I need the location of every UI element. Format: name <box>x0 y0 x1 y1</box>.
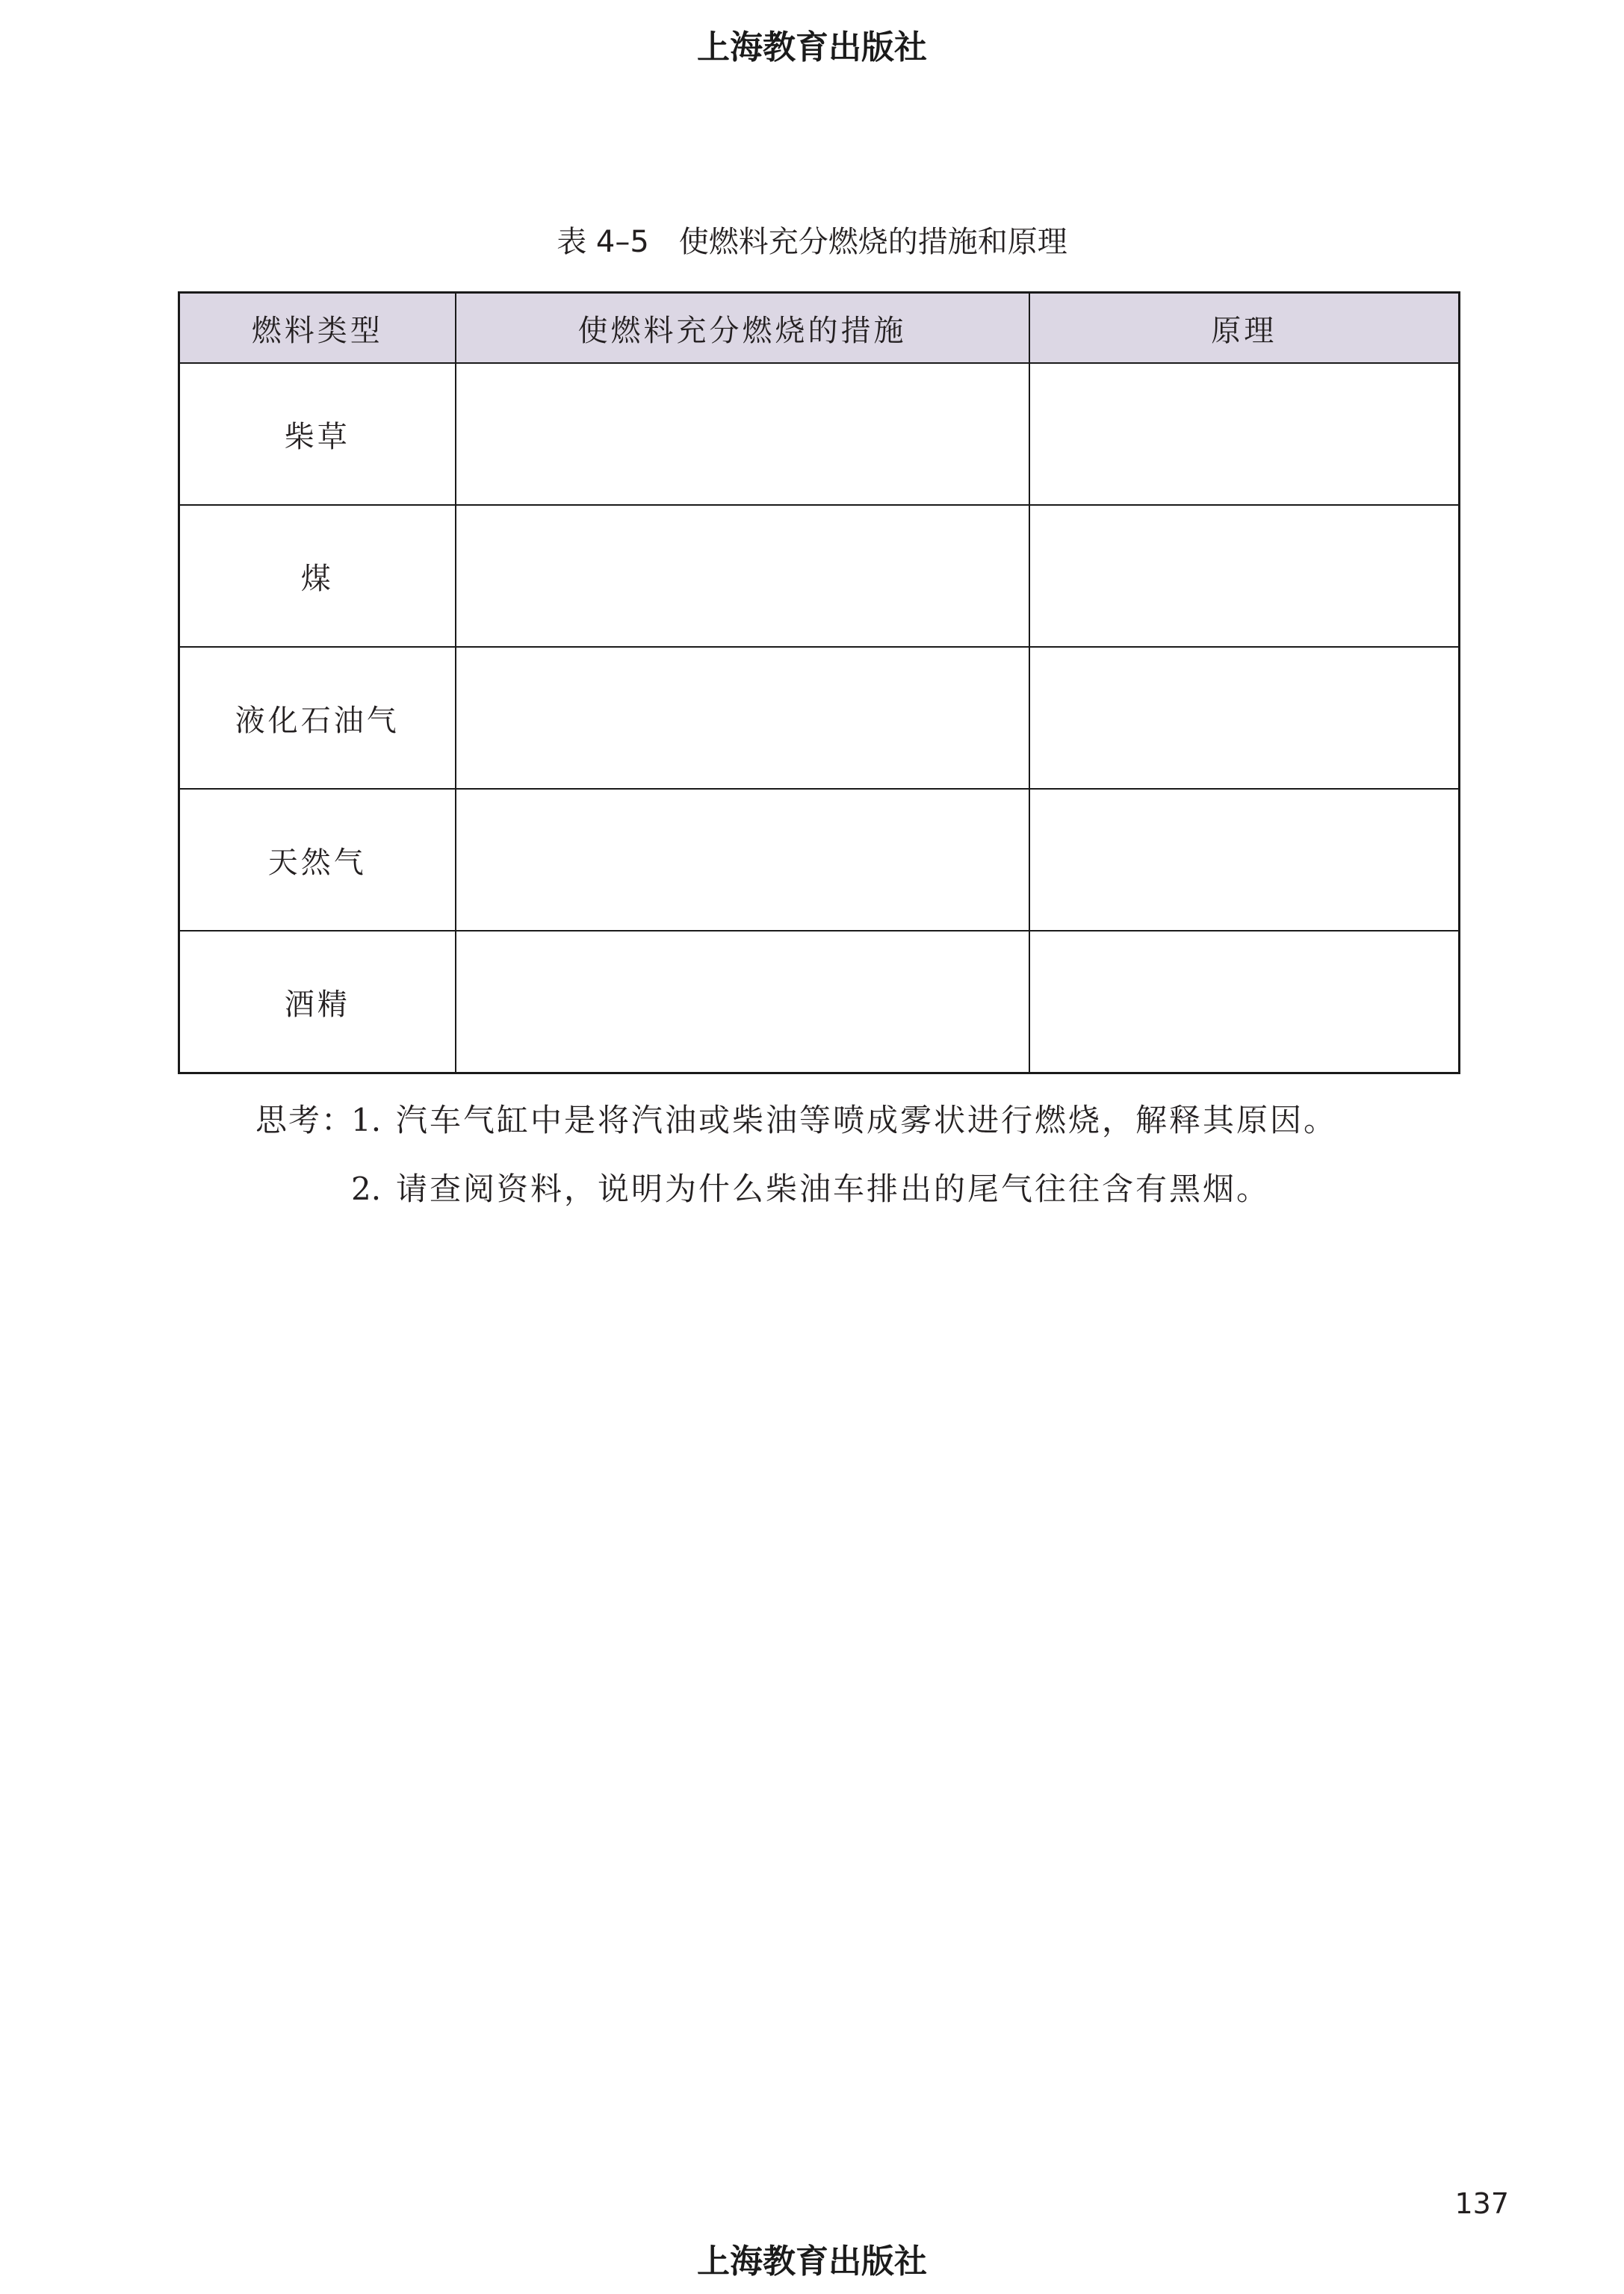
measure-cell <box>456 647 1029 789</box>
column-header-measure: 使燃料充分燃烧的措施 <box>456 293 1029 364</box>
question-text: 汽车气缸中是将汽油或柴油等喷成雾状进行燃烧，解释其原因。 <box>396 1102 1338 1138</box>
table-caption: 表 4–5 使燃料充分燃烧的措施和原理 <box>557 225 1067 259</box>
page-number: 137 <box>1454 2187 1509 2220</box>
table-row <box>179 363 1460 505</box>
table-row <box>179 647 1460 789</box>
publisher-header: 上海教育出版社 <box>697 28 927 66</box>
fuel-type-cell: 液化石油气 <box>179 647 456 789</box>
measure-cell <box>456 505 1029 647</box>
thinking-prefix: 思考： <box>255 1102 355 1138</box>
column-header-principle: 原理 <box>1029 293 1460 364</box>
principle-cell <box>1029 931 1460 1073</box>
measure-cell <box>456 363 1029 505</box>
question-number: 1. <box>351 1102 382 1138</box>
fuel-type-cell: 天然气 <box>179 789 456 931</box>
table-header-row <box>179 293 1460 364</box>
measure-cell <box>456 789 1029 931</box>
publisher-footer: 上海教育出版社 <box>697 2242 927 2281</box>
principle-cell <box>1029 363 1460 505</box>
column-header-fuel-type: 燃料类型 <box>179 293 456 364</box>
principle-cell <box>1029 647 1460 789</box>
table-row <box>179 505 1460 647</box>
fuel-type-cell: 煤 <box>179 505 456 647</box>
question-number: 2. <box>351 1171 382 1207</box>
fuel-type-cell: 酒精 <box>179 931 456 1073</box>
table-row <box>179 789 1460 931</box>
question-text: 请查阅资料，说明为什么柴油车排出的尾气往往含有黑烟。 <box>396 1171 1271 1207</box>
fuel-combustion-table <box>178 291 1460 1074</box>
table-row <box>179 931 1460 1073</box>
fuel-type-cell: 柴草 <box>179 363 456 505</box>
principle-cell <box>1029 789 1460 931</box>
measure-cell <box>456 931 1029 1073</box>
principle-cell <box>1029 505 1460 647</box>
